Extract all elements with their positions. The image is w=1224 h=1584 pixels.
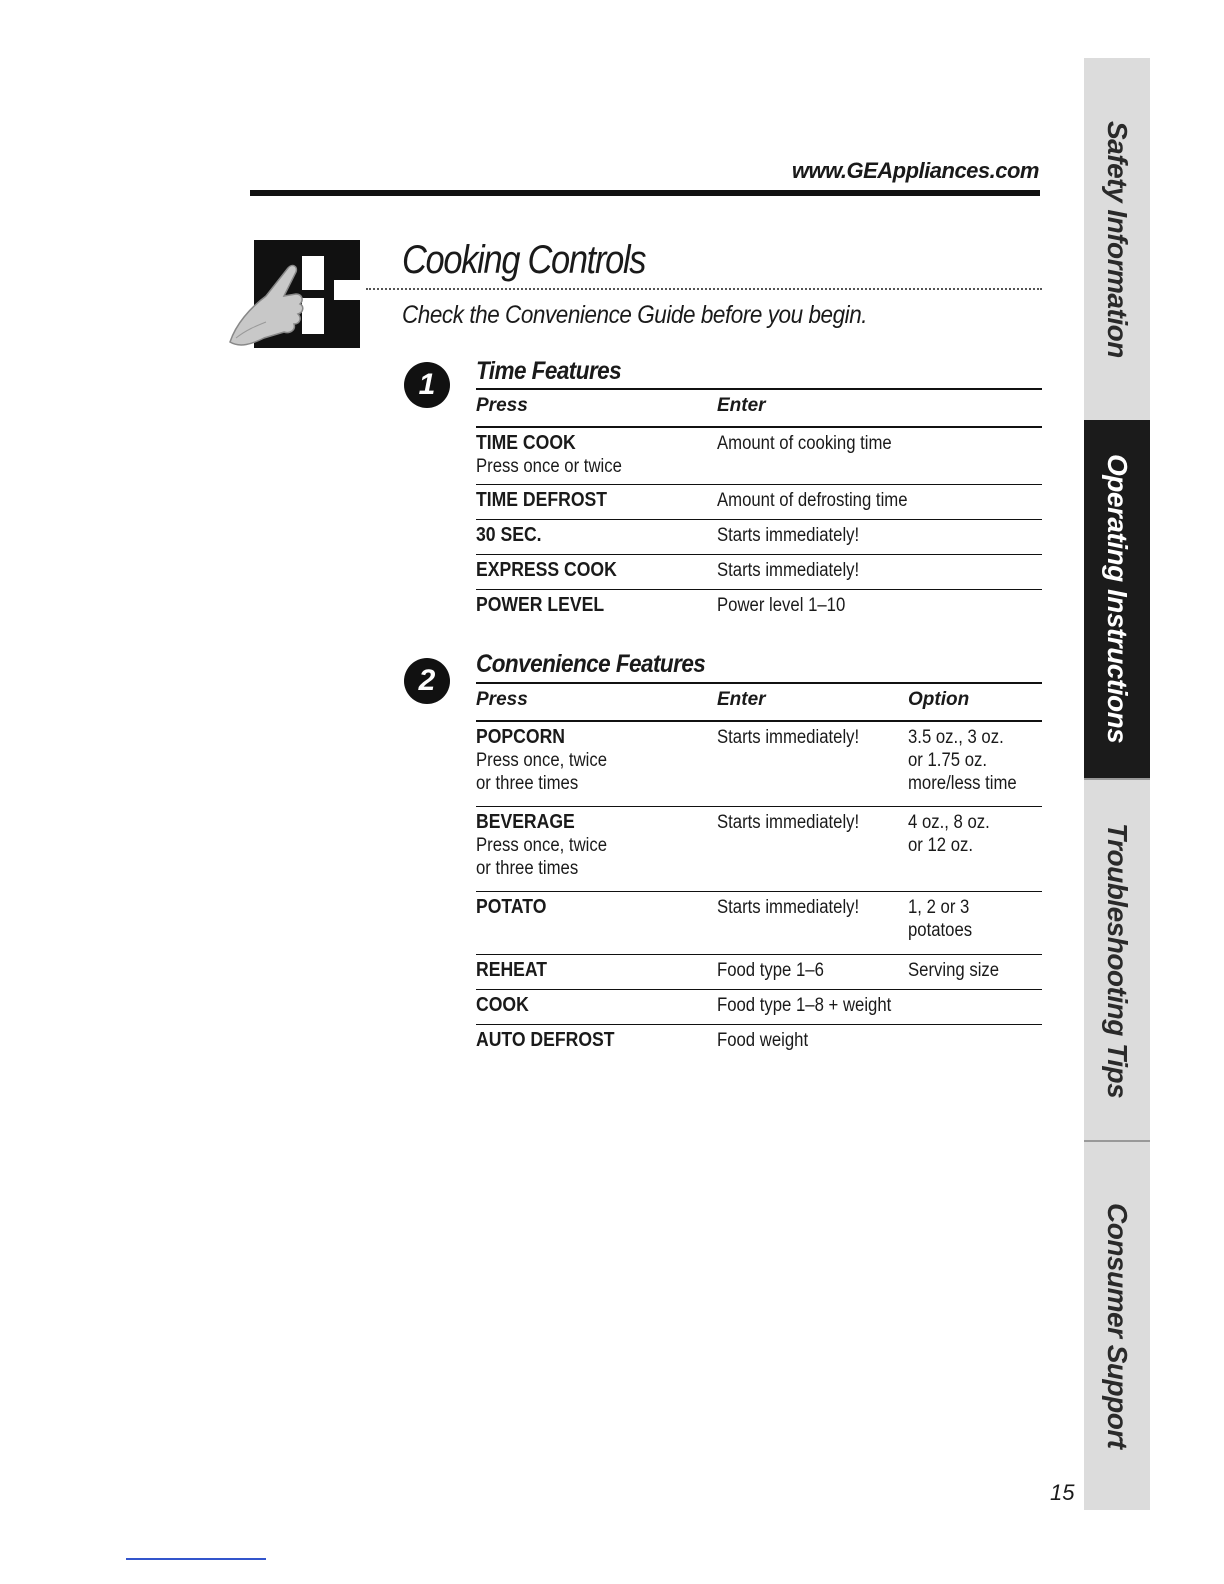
enter-value: Food type 1–6 [717,960,824,981]
press-key: POWER LEVEL [476,594,605,616]
table-row [476,590,1042,624]
table-row [476,990,1042,1025]
enter-value: Amount of defrosting time [717,490,908,511]
tab-label: Safety Information [1102,120,1133,358]
press-key: AUTO DEFROST [476,1029,615,1051]
section-number-badge: 1 [404,362,450,408]
column-header-press: Press [476,395,528,416]
press-key: BEVERAGE [476,811,575,833]
option-value: or 1.75 oz. [908,750,988,771]
press-key: COOK [476,994,529,1016]
enter-value: Food type 1–8 + weight [717,995,892,1016]
table-row [476,428,1042,485]
section-tabs [1084,58,1150,1508]
press-note: Press once, twice [476,750,608,771]
table-row [476,485,1042,520]
footer-line [126,1558,266,1560]
press-key: TIME DEFROST [476,489,608,511]
press-key: POTATO [476,896,547,918]
title-rule [366,288,1042,290]
option-value: or 12 oz. [908,835,974,856]
table-row [476,1025,1042,1059]
tab-troubleshooting-tips[interactable] [1084,778,1150,1142]
option-value: Serving size [908,960,1000,981]
press-key: TIME COOK [476,432,576,454]
page-title: Cooking Controls [402,238,646,282]
tab-label: Consumer Support [1102,1203,1133,1449]
enter-value: Starts immediately! [717,727,860,748]
press-key: REHEAT [476,959,548,981]
website-url: www.GEAppliances.com [791,158,1039,183]
header-rule [250,190,1040,196]
table-row [476,955,1042,990]
table-row [476,520,1042,555]
hand-pressing-control-panel-icon [226,238,362,356]
table-row [476,807,1042,892]
page-number: 15 [1050,1480,1075,1505]
option-value: potatoes [908,920,973,941]
option-value: more/less time [908,773,1017,794]
table-header [476,682,1042,722]
section-number-badge: 2 [404,658,450,704]
tab-operating-instructions[interactable] [1084,420,1150,778]
enter-value: Starts immediately! [717,525,860,546]
column-header-press: Press [476,689,528,710]
tab-safety-information[interactable] [1084,58,1150,420]
enter-value: Power level 1–10 [717,595,846,616]
option-value: 3.5 oz., 3 oz. [908,727,1004,748]
press-key: POPCORN [476,726,565,748]
press-note: or three times [476,773,579,794]
section-title-time-features: Time Features [476,357,622,385]
column-header-enter: Enter [717,395,766,416]
convenience-features-table [476,682,1042,1059]
enter-value: Starts immediately! [717,560,860,581]
press-key: EXPRESS COOK [476,559,617,581]
page-subtitle: Check the Convenience Guide before you begin. [402,301,868,329]
table-row [476,892,1042,955]
option-value: 1, 2 or 3 [908,897,970,918]
tab-consumer-support[interactable] [1084,1140,1150,1510]
column-header-option: Option [908,689,970,710]
option-value: 4 oz., 8 oz. [908,812,990,833]
enter-value: Starts immediately! [717,812,860,833]
press-note: Press once, twice [476,835,608,856]
enter-value: Amount of cooking time [717,433,892,454]
press-key: 30 SEC. [476,524,542,546]
table-row [476,555,1042,590]
press-note: Press once or twice [476,456,622,477]
press-note: or three times [476,858,579,879]
section-title-convenience-features: Convenience Features [476,650,706,678]
tab-label: Troubleshooting Tips [1102,823,1133,1099]
table-header [476,388,1042,428]
time-features-table [476,388,1042,624]
enter-value: Starts immediately! [717,897,860,918]
enter-value: Food weight [717,1030,809,1051]
column-header-enter: Enter [717,689,766,710]
table-row [476,722,1042,807]
tab-label: Operating Instructions [1102,454,1133,744]
